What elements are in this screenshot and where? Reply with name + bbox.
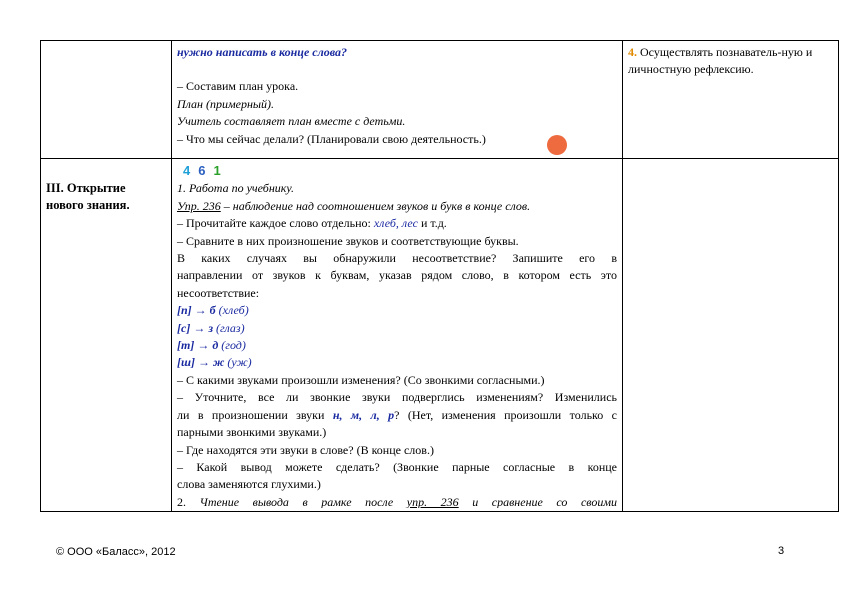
stage-cell-empty — [41, 41, 172, 159]
plan-note: План (примерный). — [177, 96, 275, 111]
exercise-ref: Упр. 236 — [177, 198, 221, 213]
sound-pair — [177, 354, 617, 371]
q-pre: ли в произношении звуки — [177, 407, 333, 422]
read-line — [177, 215, 617, 232]
question-text: нужно написать в конце слова? — [177, 45, 348, 59]
content-cell — [172, 159, 623, 512]
task-line: направлении от звуков к буквам, указав рядом слово, в котором есть это — [177, 268, 617, 283]
page-number: 3 — [778, 545, 785, 557]
uud-cell — [623, 41, 839, 159]
copyright-footer: © ООО «Баласс», 2012 — [56, 546, 176, 558]
table-row — [41, 159, 839, 512]
badge: 4 — [183, 163, 191, 178]
read-post: и т.д. — [417, 216, 447, 231]
work-title: 1. Работа по учебнику. — [177, 181, 294, 196]
sound-pair — [177, 302, 617, 319]
step-text-end: и сравнение со своими — [458, 494, 617, 508]
question-line: – Где находятся эти звуки в слове? (В конце слов.) — [177, 442, 434, 457]
sound-pair — [177, 337, 617, 354]
table-row — [41, 41, 839, 159]
stage-title: III. Открытие нового знания. — [46, 181, 130, 213]
read-words: хлеб, лес — [373, 216, 418, 231]
badge: 6 — [198, 163, 206, 178]
step-text: Чтение вывода в рамке после — [199, 494, 407, 508]
question-line: – Что мы сейчас делали? (Планировали свою деятельность.) — [177, 131, 486, 146]
plan-line: – Составим план урока. — [177, 79, 299, 94]
stage-cell — [41, 159, 172, 512]
sound-example: (хлеб) — [218, 303, 249, 318]
slide-badges — [177, 162, 617, 180]
q-post: ? (Нет, изменения произошли только с — [394, 407, 618, 422]
badge: 1 — [213, 163, 221, 178]
exercise-line — [177, 198, 617, 215]
consonant-letters: н, м, л, р — [332, 407, 395, 422]
question-line: – С какими звуками произошли изменения? (Со звонкими согласными.) — [177, 372, 545, 387]
exercise-desc: – наблюдение над соотношением звуков и букв в конце слов. — [220, 198, 531, 213]
uud-number: 4. — [628, 45, 637, 59]
question-line: – Какой вывод можете сделать? (Звонкие парные согласные в конце — [177, 459, 617, 474]
step-number: 2. — [177, 494, 200, 508]
uud-text: Осуществлять познаватель-ную и личностную рефлексию. — [628, 45, 813, 77]
question-line: парными звонкими звуками.) — [177, 425, 327, 440]
task-line: В каких случаях вы обнаружили несоответствие? Запишите его в — [177, 251, 617, 266]
sound-example: (глаз) — [216, 320, 245, 335]
question-line: слова заменяются глухими.) — [177, 477, 321, 492]
step-ref: упр. 236 — [406, 494, 459, 508]
read-pre: – Прочитайте каждое слово отдельно: — [177, 216, 374, 231]
task-line: несоответствие: — [177, 285, 260, 300]
orange-dot-marker — [547, 135, 567, 155]
compare-line: – Сравните в них произношение звуков и соответствующие буквы. — [177, 233, 519, 248]
uud-cell-empty — [623, 159, 839, 512]
lesson-plan-table — [40, 40, 839, 512]
sound-map: [т] → д — [177, 338, 219, 353]
sound-map: [ш] → ж — [177, 355, 225, 370]
sound-example: (год) — [221, 338, 246, 353]
sound-pair — [177, 320, 617, 337]
sound-example: (уж) — [227, 355, 252, 370]
question-line — [177, 407, 617, 424]
sound-map: [с] → з — [177, 320, 213, 335]
question-line: – Уточните, все ли звонкие звуки подверглись изменениям? Изменились — [177, 390, 617, 405]
sound-map: [п] → б — [177, 303, 216, 318]
reading-line — [177, 494, 617, 508]
teacher-note: Учитель составляет план вместе с детьми. — [177, 114, 406, 129]
